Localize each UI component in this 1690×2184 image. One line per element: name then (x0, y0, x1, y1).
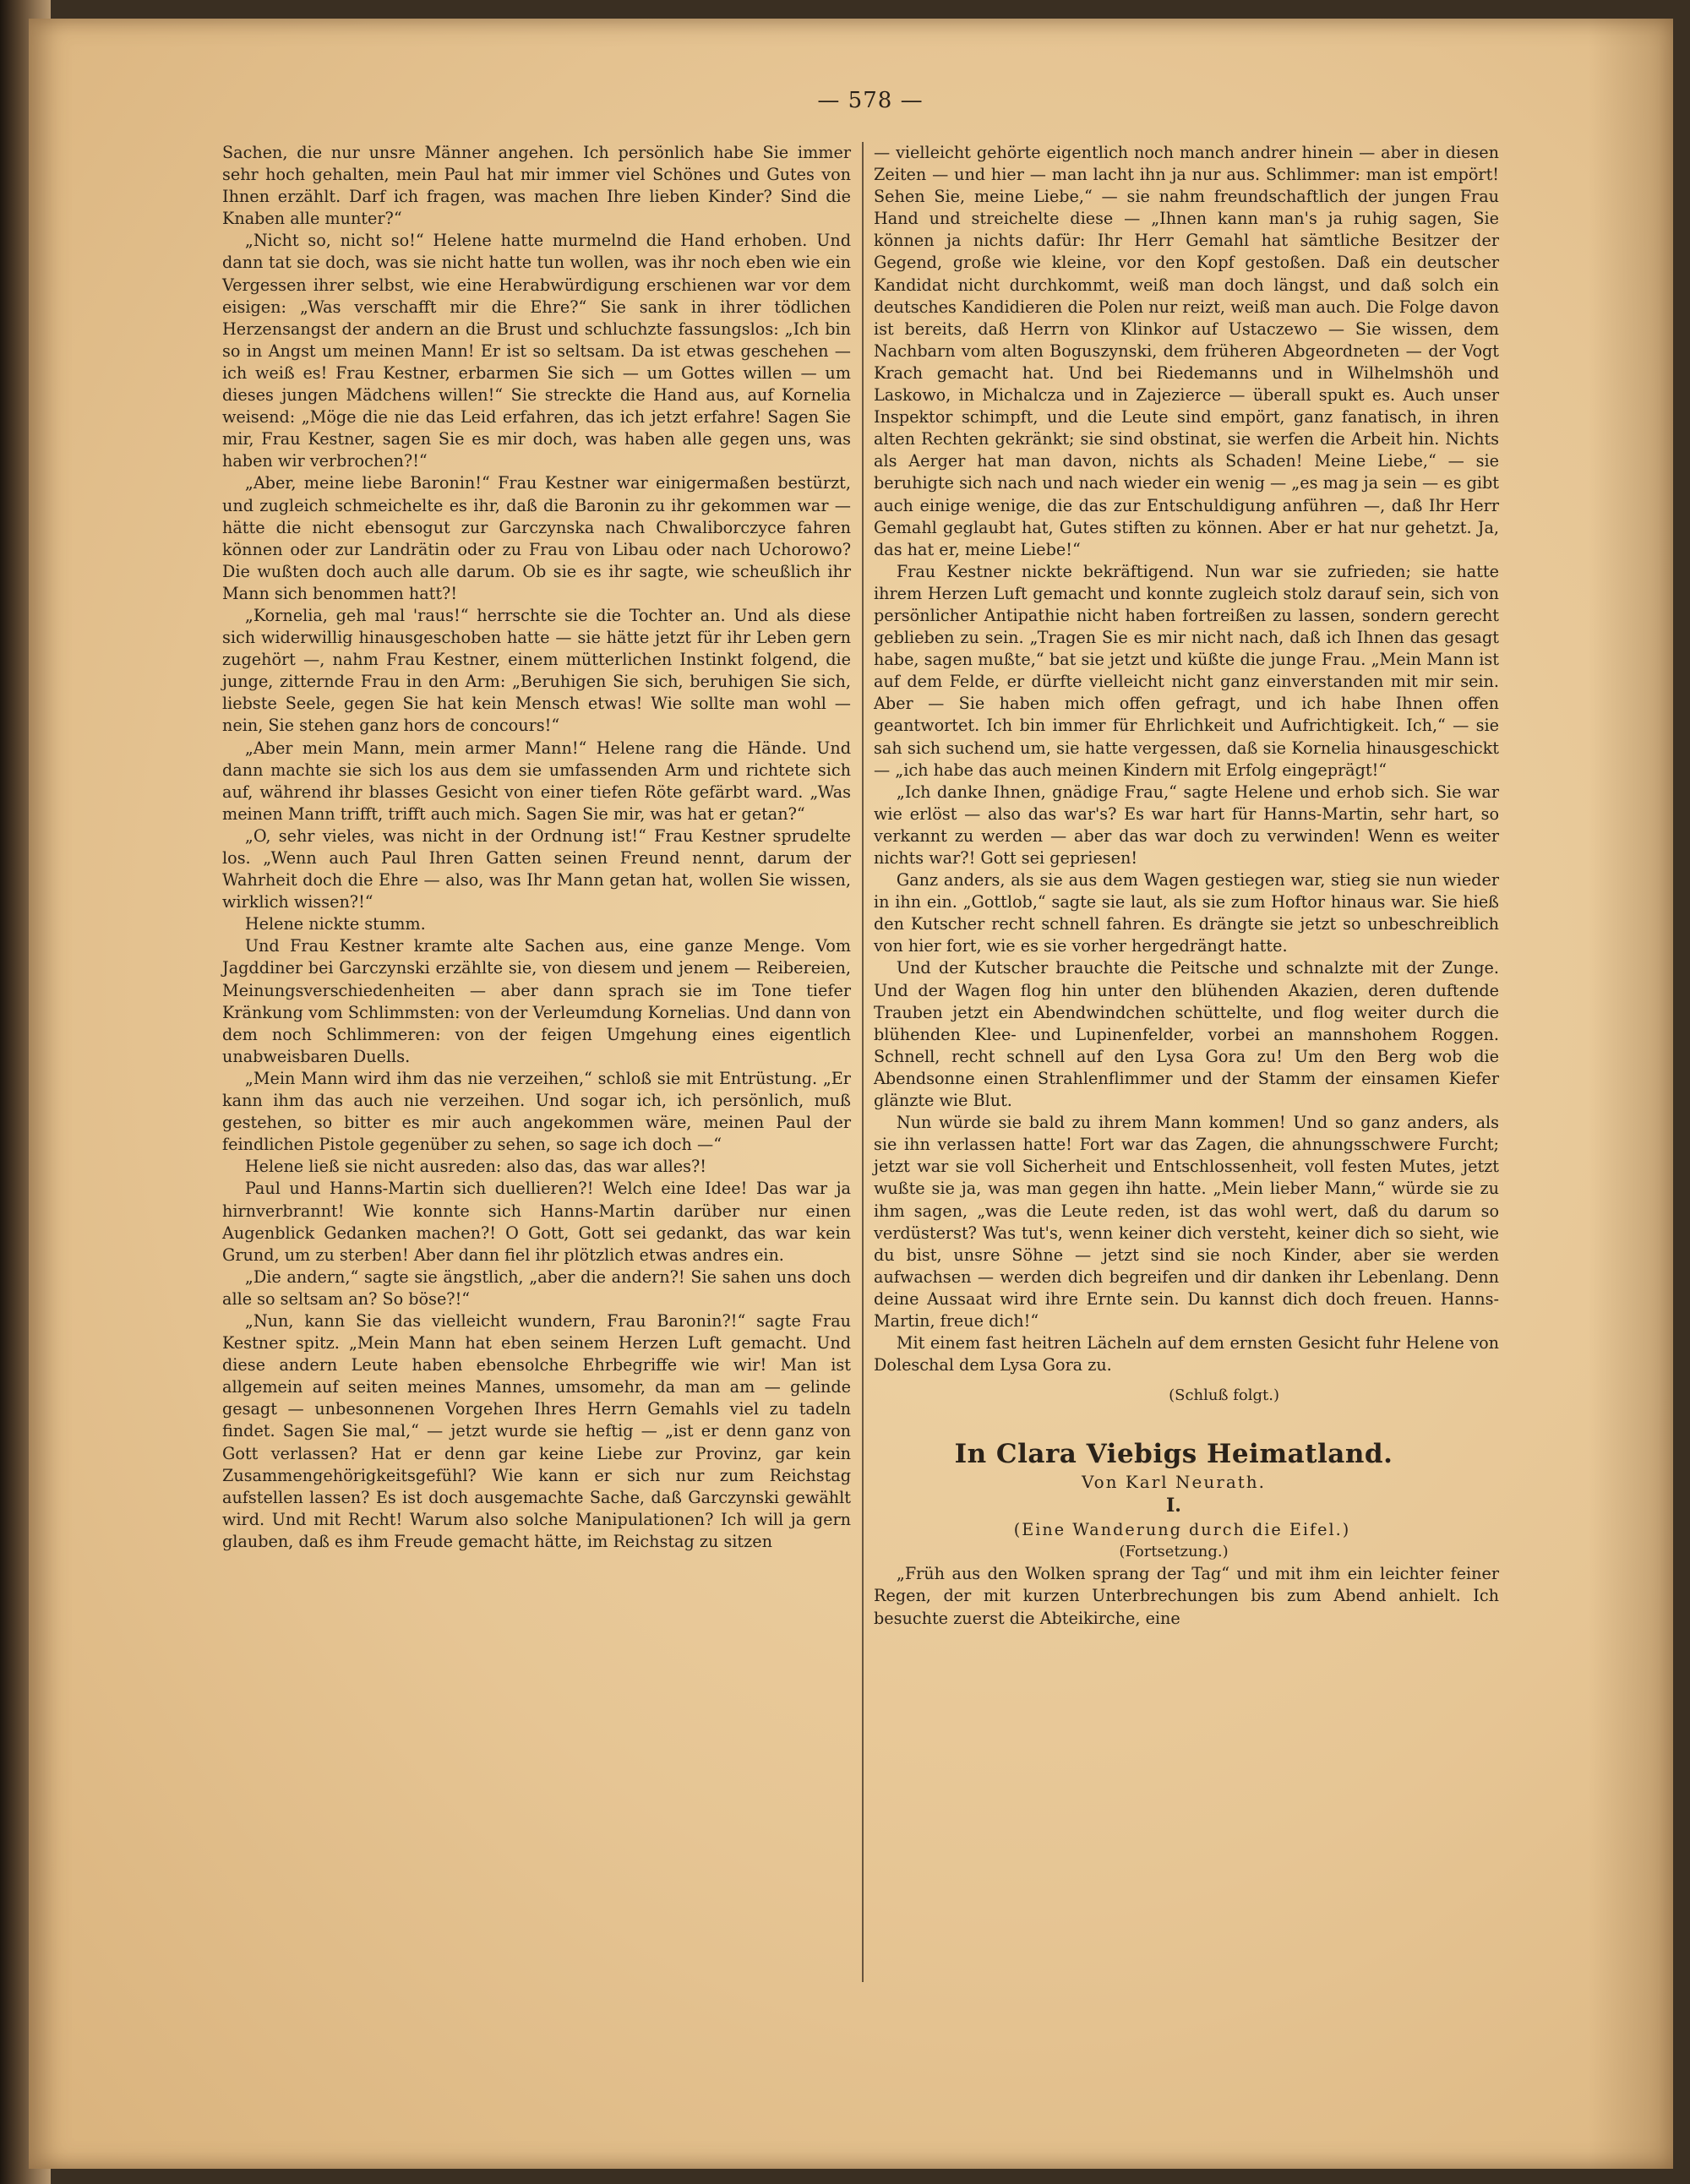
paragraph: „Aber, meine liebe Baronin!“ Frau Kestner war einigermaßen bestürzt, und zugleich schmeichelte es ihr, daß die Baronin zu ihr gekommen war — hätte die nicht ebensogut zur Garczynska nach Chwaliborczyce fahren können oder zur Landrätin oder zu Frau von Libau oder nach Uchorowo? Die wußten doch auch alle darum. Ob sie es ihr sagte, wie scheußlich ihr Mann sich benommen hatt?! (222, 473, 851, 603)
paragraph: Mit einem fast heitren Lächeln auf dem ernsten Gesicht fuhr Helene von Doleschal dem Lysa Gora zu. (874, 1333, 1499, 1375)
paragraph: „Kornelia, geh mal 'raus!“ herrschte sie die Tochter an. Und als diese sich widerwillig hinausgeschoben hatte — sie hätte jetzt für ihr Leben gern zugehört —, nahm Frau Kestner, einem mütterlichen Instinkt folgend, die junge, zitternde Frau in den Arm: „Beruhigen Sie sich, beruhigen Sie sich, liebste Seele, gegen Sie hat kein Mensch etwas! Wie sollte man wohl — nein, Sie stehen ganz hors de concours!“ (222, 605, 851, 736)
paragraph: „Aber mein Mann, mein armer Mann!“ Helene rang die Hände. Und dann machte sie sich los aus dem sie umfassenden Arm und richtete sich auf, während ihr blasses Gesicht von einer tiefen Röte gefärbt ward. „Was meinen Mann trifft, trifft auch mich. Sagen Sie mir, was hat er getan?“ (222, 738, 851, 824)
paragraph: Paul und Hanns-Martin sich duellieren?! Welch eine Idee! Das war ja hirnverbrannt! Wie konnte sich Hanns-Martin darüber nur einen Augenblick Gedanken machen?! O Gott, Gott sei gedankt, das war kein Grund, um zu sterben! Aber dann fiel ihr plötzlich etwas andres ein. (222, 1179, 851, 1265)
article-part-number: I. (1166, 1495, 1181, 1517)
article-author: Von Karl Neurath. (1081, 1472, 1267, 1493)
column-divider (862, 142, 864, 1982)
article-title: In Clara Viebigs Heimatland. (954, 1439, 1393, 1470)
article-subtitle: (Eine Wanderung durch die Eifel.) (1013, 1520, 1351, 1540)
article-paragraph: „Früh aus den Wolken sprang der Tag“ und mit ihm ein leichter feiner Regen, der mit kurzen Unterbrechungen bis zum Abend anhielt. Ich besuchte zuerst die Abteikirche, eine (874, 1564, 1499, 1628)
paragraph: Helene ließ sie nicht ausreden: also das, das war alles?! (244, 1157, 706, 1177)
paragraph: „Ich danke Ihnen, gnädige Frau,“ sagte Helene und erhob sich. Sie war wie erlöst — also das war's? Es war hart für Hanns-Martin, sehr hart, so verkannt zu werden — aber das war doch zu verwinden! Wenn es weiter nichts war?! Gott sei gepriesen! (874, 782, 1499, 868)
paragraph: Sachen, die nur unsre Männer angehen. Ich persönlich habe Sie immer sehr hoch gehalten, mein Paul hat mir immer viel Schönes und Gutes von Ihnen erzählt. Darf ich fragen, was machen Ihre lieben Kinder? Sind die Knaben alle munter?“ (222, 143, 851, 229)
paragraph: Frau Kestner nickte bekräftigend. Nun war sie zufrieden; sie hatte ihrem Herzen Luft gemacht und konnte zugleich stolz darauf sein, sich von persönlicher Antipathie nicht haben fortreißen zu lassen, sondern gerecht geblieben zu sein. „Tragen Sie es mir nicht nach, daß ich Ihnen das gesagt habe, sagen mußte,“ bat sie jetzt und küßte die junge Frau. „Mein Mann ist auf dem Felde, er dürfte vielleicht nicht ganz einverstanden mit mir sein. Aber — Sie haben mich offen gefragt, und ich habe Ihnen offen geantwortet. Ich bin immer für Ehrlichkeit und Aufrichtigkeit. Ich,“ — sie sah sich suchend um, sie hatte vergessen, daß sie Kornelia hinausgeschickt — „ich habe das auch meinen Kindern mit Erfolg eingeprägt!“ (874, 561, 1499, 780)
page-shadow (1589, 19, 1673, 2169)
right-column (874, 142, 1499, 1991)
paragraph: „Nicht so, nicht so!“ Helene hatte murmelnd die Hand erhoben. Und dann tat sie doch, was sie nicht hatte tun wollen, was ihr noch eben wie ein Vergessen ihrer selbst, wie eine Herabwürdigung erschienen war vor dem eisigen: „Was verschafft mir die Ehre?“ Sie sank in ihrer tödlichen Herzensangst der andern an die Brust und schluchzte fassungslos: „Ich bin so in Angst um meinen Mann! Er ist so seltsam. Da ist etwas geschehen — ich weiß es! Frau Kestner, erbarmen Sie sich — um Gottes willen — um dieses jungen Mädchens willen!“ Sie streckte die Hand aus, auf Kornelia weisend: „Möge die nie das Leid erfahren, das ich jetzt erfahre! Sagen Sie mir, Frau Kestner, sagen Sie es mir doch, was haben alle gegen uns, was haben wir verbrochen?!“ (222, 231, 851, 471)
paragraph: Nun würde sie bald zu ihrem Mann kommen! Und so ganz anders, als sie ihn verlassen hatte! Fort war das Zagen, die ahnungsschwere Furcht; jetzt war sie voll Sicherheit und Entschlossenheit, voll festen Mutes, jetzt wußte sie ja, was man gegen ihn hatte. „Mein lieber Mann,“ würde sie zu ihm sagen, „was die Leute reden, ist das wohl wert, daß du darum so verdüsterst? Was tut's, wenn keiner dich versteht, keiner dich so sieht, wie du bist, unsre Söhne — jetzt sind sie noch Kinder, aber sie werden aufwachsen — werden dich begreifen und dir danken ihr Lebenlang. Denn deine Aussaat wird ihre Ernte sein. Du kannst dich doch freuen. Hanns-Martin, freue dich!“ (874, 1113, 1499, 1331)
left-column (222, 142, 851, 1991)
paragraph: „Die andern,“ sagte sie ängstlich, „aber die andern?! Sie sahen uns doch alle so seltsam an? So böse?!“ (222, 1266, 851, 1309)
article-continuation-note: (Fortsetzung.) (1119, 1543, 1229, 1561)
paragraph: „Nun, kann Sie das vielleicht wundern, Frau Baronin?!“ sagte Frau Kestner spitz. „Mein Mann hat eben seinem Herzen Luft gemacht. Und diese andern Leute haben ebensolche Ehrbegriffe wie wir! Man ist allgemein auf seiten meines Mannes, umsomehr, da man am — gelinde gesagt — unbesonnenen Vorgehen Ihres Herrn Gemahls viel zu tadeln findet. Sagen Sie mal,“ — jetzt wurde sie heftig — „ist er denn ganz von Gott verlassen? Hat er denn gar keine Liebe zur Provinz, gar kein Zusammengehörigkeitsgefühl? Wie kann er sich nur zum Reichstag aufstellen lassen? Es ist doch ausgemachte Sache, daß Garczynski gewählt wird. Und mit Recht! Warum also solche Manipulationen? Ich will ja gern glauben, daß es ihm Freude gemacht hätte, im Reichstag zu sitzen (222, 1310, 851, 1551)
paragraph: Ganz anders, als sie aus dem Wagen gestiegen war, stieg sie nun wieder in ihn ein. „Gottlob,“ sagte sie laut, als sie zum Hoftor hinaus war. Sie hieß den Kutscher recht schnell fahren. Es drängte sie jetzt so unbeschreiblich von hier fort, wie es sie vorher hergedrängt hatte. (874, 870, 1499, 956)
paragraph: „Mein Mann wird ihm das nie verzeihen,“ schloß sie mit Entrüstung. „Er kann ihm das auch nie verzeihen. Und sogar ich, ich persönlich, muß gestehen, so bitter es mir auch angekommen wäre, meinen Paul der feindlichen Pistole gegenüber zu sehen, so sage ich doch —“ (222, 1068, 851, 1155)
article-header (874, 1437, 1499, 1563)
page-number: — 578 — (817, 88, 924, 113)
paragraph: Helene nickte stumm. (244, 914, 426, 934)
paragraph: Und der Kutscher brauchte die Peitsche und schnalzte mit der Zunge. Und der Wagen flog hin unter den blühenden Akazien, deren duftende Trauben jetzt ein Abendwindchen schüttelte, und flog weiter durch die blühenden Klee- und Lupinenfelder, vorbei an mannshohem Roggen. Schnell, recht schnell auf den Lysa Gora zu! Um den Berg wob die Abendsonne einen Strahlenflimmer und der Stamm der einsamen Kiefer glänzte wie Blut. (874, 958, 1499, 1111)
paragraph: „O, sehr vieles, was nicht in der Ordnung ist!“ Frau Kestner sprudelte los. „Wenn auch Paul Ihren Gatten seinen Freund nennt, darum der Wahrheit doch die Ehre — also, was Ihr Mann getan hat, wollen Sie wissen, wirklich wissen?!“ (222, 825, 851, 912)
paragraph: — vielleicht gehörte eigentlich noch manch andrer hinein — aber in diesen Zeiten — und hier — man lacht ihn ja nur aus. Schlimmer: man ist empört! Sehen Sie, meine Liebe,“ — sie nahm freundschaftlich der jungen Frau Hand und streichelte diese — „Ihnen kann man's ja ruhig sagen, Sie können ja nichts dafür: Ihr Herr Gemahl hat sämtliche Besitzer der Gegend, große wie kleine, vor den Kopf gestoßen. Daß ein deutscher Kandidat nicht durchkommt, weiß man doch längst, und daß solch ein deutsches Kandidieren die Polen nur reizt, weiß man auch. Die Folge davon ist bereits, daß Herrn von Klinkor auf Ustaczewo — Sie wissen, dem Nachbarn vom alten Boguszynski, dem früheren Abgeordneten — der Vogt Krach gemacht hat. Und bei Riedemanns und in Wilhelmshöh und Laskowo, in Michalcza und in Zajezierce — überall spukt es. Auch unser Inspektor schimpft, und die Leute sind empört, ganz fanatisch, in ihren alten Rechten gekränkt; sie sind obstinat, sie werfen die Arbeit hin. Nichts als Aerger hat man davon, nichts als Schaden! Meine Liebe,“ — sie beruhigte sich nach und nach wieder ein wenig — „es mag ja sein — es gibt auch einige wenige, die das zur Entschuldigung anführen —, daß Ihr Herr Gemahl geglaubt hat, Gutes stiften zu können. Aber er hat nur gehetzt. Ja, das hat er, meine Liebe!“ (874, 143, 1499, 559)
to-be-continued-note: (Schluß folgt.) (1169, 1386, 1279, 1405)
paragraph: Und Frau Kestner kramte alte Sachen aus, eine ganze Menge. Vom Jagddiner bei Garczynski erzählte sie, von diesem und jenem — Reibereien, Meinungsverschiedenheiten — aber dann sprach sie im Tone tiefer Kränkung vom Schlimmsten: von der Verleumdung Kornelias. Und dann von dem noch Schlimmeren: von der feigen Umgehung eines eigentlich unabweisbaren Duells. (222, 936, 851, 1066)
